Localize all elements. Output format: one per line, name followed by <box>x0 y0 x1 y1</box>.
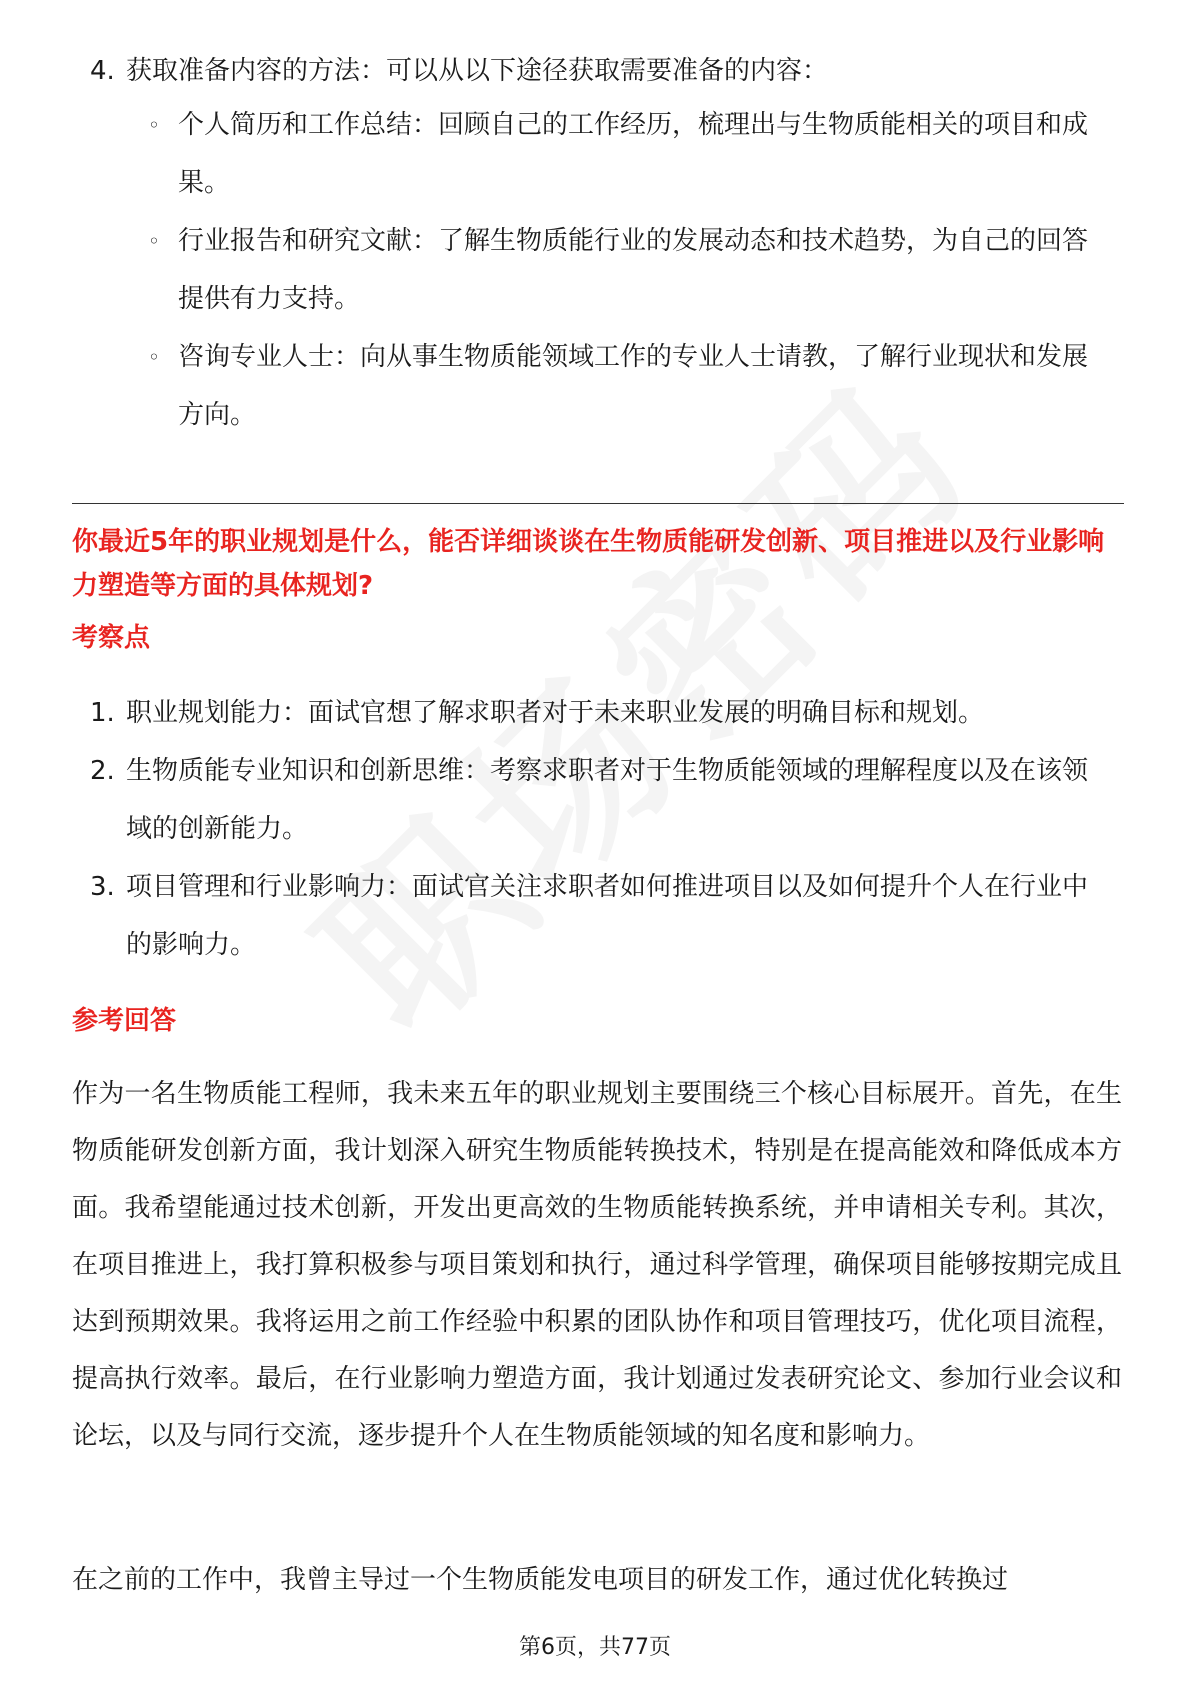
list-text: 获取准备内容的方法：可以从以下途径获取需要准备的内容： <box>126 56 829 86</box>
list-item-3 <box>90 858 1089 960</box>
sub-list-text: 个人简历和工作总结：回顾自己的工作经历，梳理出与生物质能相关的项目和成果。 <box>178 110 1089 198</box>
list-item-1 <box>90 684 985 742</box>
list-number: 2. <box>90 756 115 786</box>
sub-list-text: 咨询专业人士：向从事生物质能领域工作的专业人士请教，了解行业现状和发展方向。 <box>178 342 1089 430</box>
list-text: 职业规划能力：面试官想了解求职者对于未来职业发展的明确目标和规划。 <box>126 698 985 728</box>
reference-answer-heading: 参考回答 <box>72 1006 177 1036</box>
list-item-4 <box>90 42 829 100</box>
exam-points-heading: 考察点 <box>72 623 151 653</box>
answer-paragraph: 作为一名生物质能工程师，我未来五年的职业规划主要围绕三个核心目标展开。首先，在生物质能研发创新方面，我计划深入研究生物质能转换技术，特别是在提高能效和降低成本方面。我希望能通过技术创新，开发出更高效的生物质能转换系统，并申请相关专利。其次，在项目推进上，我打算积极参与项目策划和执行，通过科学管理，确保项目能够按期完成且达到预期效果。我将运用之前工作经验中积累的团队协作和项目管理技巧，优化项目流程，提高执行效率。最后，在行业影响力塑造方面，我计划通过发表研究论文、参加行业会议和论坛，以及与同行交流，逐步提升个人在生物质能领域的知名度和影响力。 <box>72 1079 1122 1451</box>
list-number: 1. <box>90 698 115 728</box>
section-divider <box>72 503 1124 504</box>
list-text: 项目管理和行业影响力：面试官关注求职者如何推进项目以及如何提升个人在行业中的影响力。 <box>126 872 1089 960</box>
circle-bullet-icon: ◦ <box>148 229 160 253</box>
page-footer: 第6页，共77页 <box>519 1635 671 1660</box>
answer-paragraph: 在之前的工作中，我曾主导过一个生物质能发电项目的研发工作，通过优化转换过 <box>72 1565 1009 1595</box>
sub-list-text: 行业报告和研究文献：了解生物质能行业的发展动态和技术趋势，为自己的回答提供有力支持。 <box>178 226 1089 314</box>
list-item-2 <box>90 742 1089 844</box>
circle-bullet-icon: ◦ <box>148 113 160 137</box>
interview-question: 你最近5年的职业规划是什么，能否详细谈谈在生物质能研发创新、项目推进以及行业影响力塑造等方面的具体规划? <box>72 527 1105 601</box>
list-text: 生物质能专业知识和创新思维：考察求职者对于生物质能领域的理解程度以及在该领域的创新能力。 <box>126 756 1089 844</box>
list-number: 3. <box>90 872 115 902</box>
circle-bullet-icon: ◦ <box>148 345 160 369</box>
list-number: 4. <box>90 56 115 86</box>
